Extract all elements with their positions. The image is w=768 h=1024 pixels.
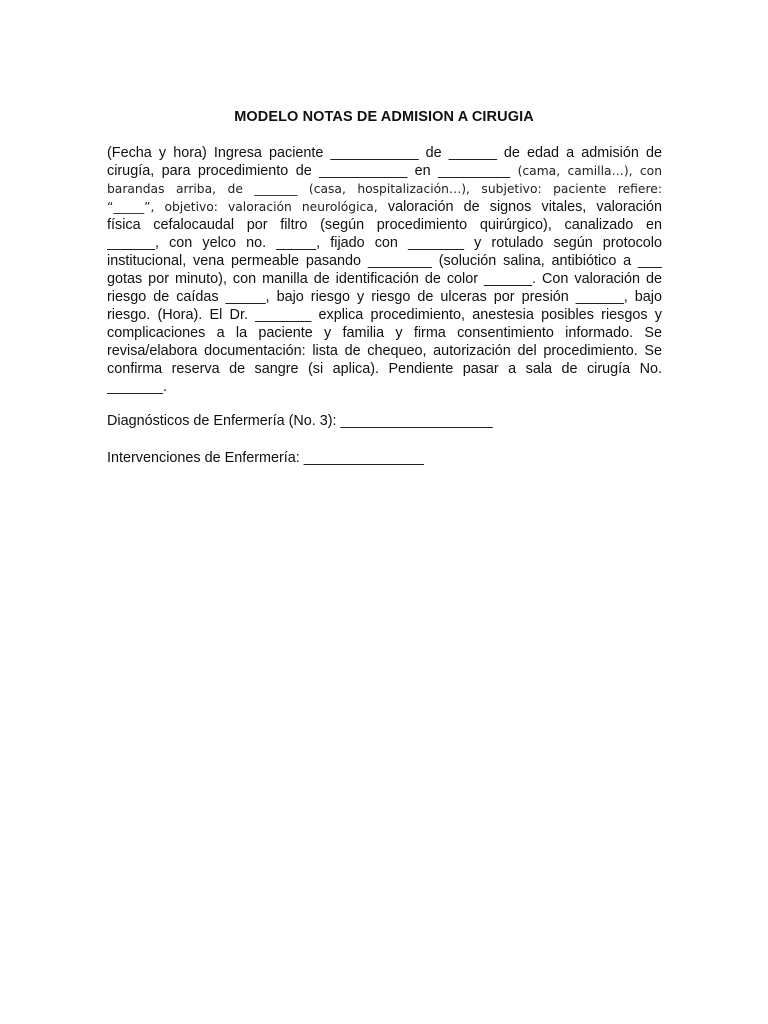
paragraph-line-segment: cirugía, para procedimiento de ___________ en _________ [107,163,511,179]
paragraph-line: riesgo. (Hora). El Dr. _______ explica procedimiento, anestesia posibles riesgos y [107,307,662,323]
diagnosticos-line: Diagnósticos de Enfermería (No. 3): ___________________ [107,413,493,429]
paragraph-line [107,198,662,216]
paragraph-line: institucional, vena permeable pasando ________ (solución salina, antibiótico a ___ [107,253,662,269]
paragraph-line [107,180,662,198]
paragraph-line-segment: valoración de signos vitales, valoración [387,199,662,215]
admission-note-paragraph [107,144,662,396]
intervenciones-line: Intervenciones de Enfermería: _______________ [107,450,424,466]
paragraph-line [107,162,662,180]
paragraph-line: (Fecha y hora) Ingresa paciente ___________ de ______ de edad a admisión de [107,145,662,161]
paragraph-line-segment: (cama, camilla…), con [517,164,662,178]
paragraph-line: riesgo de caídas _____, bajo riesgo y riesgo de ulceras por presión ______, bajo [107,289,662,305]
paragraph-line: confirma reserva de sangre (si aplica). Pendiente pasar a sala de cirugía No. [107,361,662,377]
paragraph-line: ______, con yelco no. _____, fijado con _______ y rotulado según protocolo [107,235,662,251]
paragraph-line-segment: “_____”, objetivo: valoración neurológica, [107,200,378,214]
paragraph-line: física cefalocaudal por filtro (según procedimiento quirúrgico), canalizado en [107,217,662,233]
paragraph-line: _______. [107,379,168,395]
paragraph-line: gotas por minuto), con manilla de identificación de color ______. Con valoración de [107,271,662,287]
paragraph-line-segment: barandas arriba, de _______ (casa, hospitalización…), subjetivo: paciente refiere: [107,182,662,196]
document-title: MODELO NOTAS DE ADMISION A CIRUGIA [234,109,534,125]
paragraph-line: revisa/elabora documentación: lista de chequeo, autorización del procedimiento. Se [107,343,662,359]
paragraph-line: complicaciones a la paciente y familia y firma consentimiento informado. Se [107,325,662,341]
